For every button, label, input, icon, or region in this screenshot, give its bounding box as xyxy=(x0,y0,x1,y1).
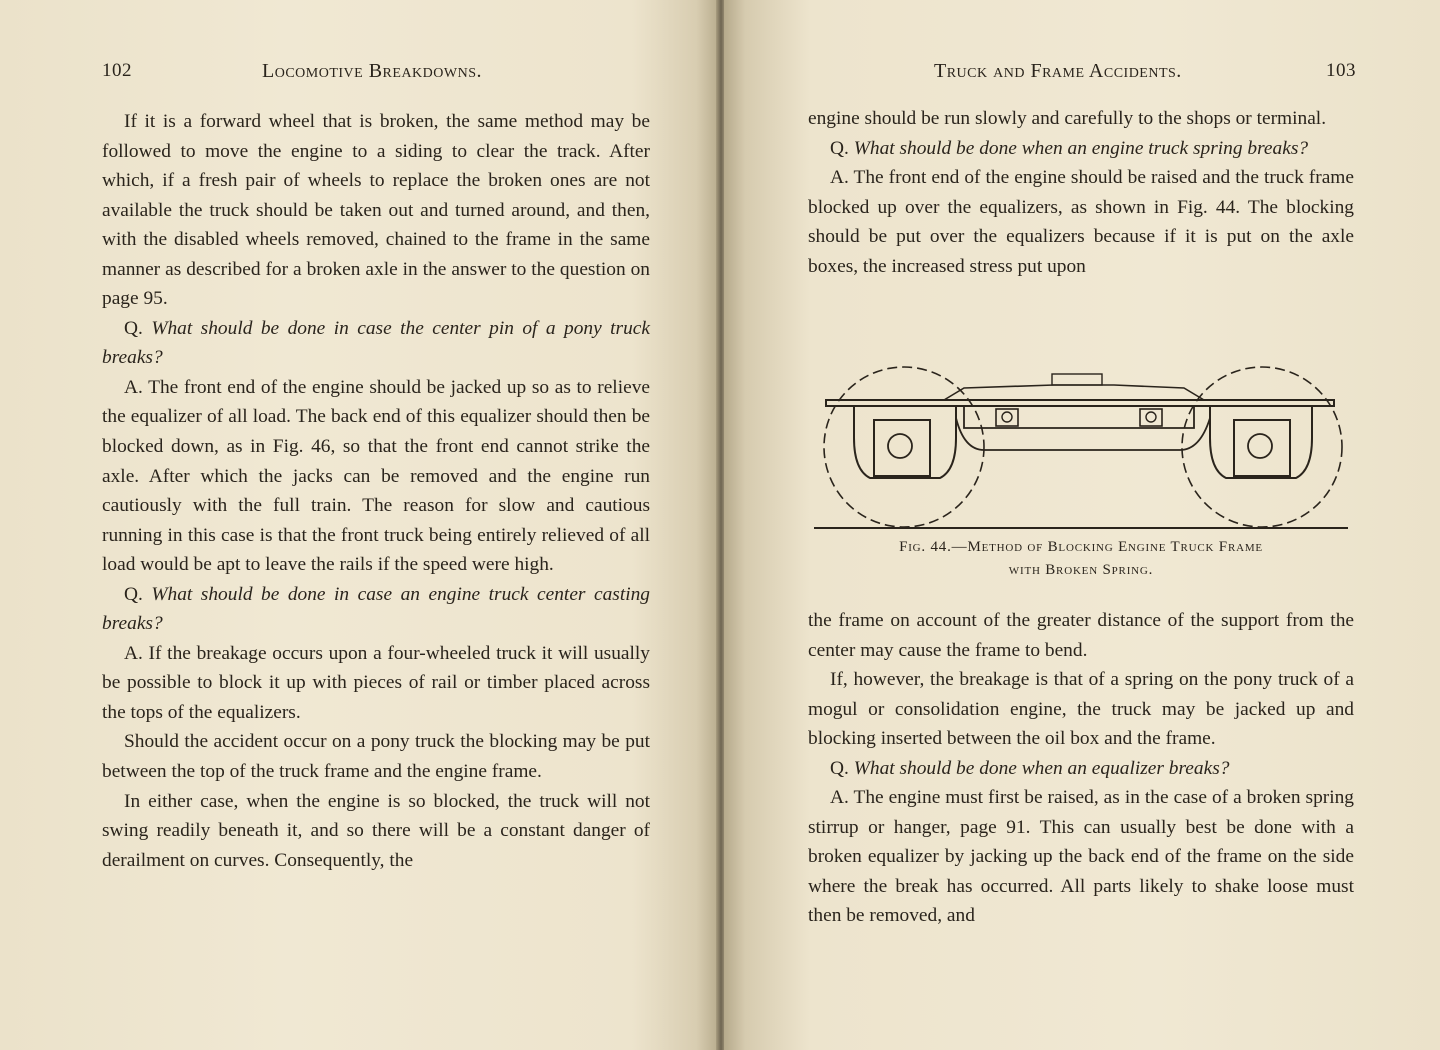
paragraph: In either case, when the engine is so blocked, the truck will not swing readily beneath it, and so there will be a constant danger of derailment on curves. Consequently, the xyxy=(102,790,650,871)
paragraph: the frame on account of the greater distance of the support from the center may cause the frame to bend. xyxy=(808,610,1354,661)
right-body-top xyxy=(808,104,1354,281)
question-2 xyxy=(102,580,650,639)
running-head-right: Truck and Frame Accidents. xyxy=(934,60,1182,82)
question-label: Q. xyxy=(124,317,143,339)
question-label: Q. xyxy=(830,757,849,779)
question-1 xyxy=(102,314,650,373)
left-page xyxy=(0,0,718,1050)
figure-caption-line-1: Fig. 44.—Method of Blocking Engine Truck Frame xyxy=(899,539,1263,555)
answer-1: A. The front end of the engine should be raised and the truck frame blocked up over the equalizers, as shown in Fig. 44. The blocking should be put over the equalizers because if it is put on the axle boxes, the increased stress put upon xyxy=(808,167,1354,277)
left-body xyxy=(102,107,650,875)
paragraph: engine should be run slowly and carefully to the shops or terminal. xyxy=(808,108,1327,129)
question-text: What should be done when an equalizer breaks? xyxy=(853,757,1230,779)
answer-1: A. The front end of the engine should be jacked up so as to relieve the equalizer of all load. The back end of this equalizer should then be blocked down, as in Fig. 46, so that the front end cannot strike the axle. After which the jacks can be removed and the engine run cautiously with the full train. The reason for slow and cautious running in this case is that the front truck being entirely relieved of all load would be apt to leave the rails if the speed were high. xyxy=(102,376,650,576)
question-label: Q. xyxy=(830,137,849,159)
truck-frame-figure xyxy=(814,360,1348,535)
paragraph: Should the accident occur on a pony truck the blocking may be put between the top of the truck frame and the engine frame. xyxy=(102,731,650,783)
figure-caption xyxy=(808,536,1354,582)
top-frame-plate xyxy=(826,400,1334,406)
answer-2: A. The engine must first be raised, as in the case of a broken spring stirrup or hanger, page 91. This can usually best be done with a broken equalizer by jacking up the back end of the frame on the side where the break has occurred. All parts likely to shake loose must then be removed, and xyxy=(808,787,1354,927)
right-body-bottom xyxy=(808,606,1354,931)
question-2 xyxy=(808,754,1354,784)
right-wheel xyxy=(1182,367,1342,527)
question-text: What should be done in case the center pin of a pony truck breaks? xyxy=(102,317,650,369)
paragraph: If, however, the breakage is that of a spring on the pony truck of a mogul or consolidation engine, the truck may be jacked up and blocking inserted between the oil box and the frame. xyxy=(808,669,1354,750)
page-number-right: 103 xyxy=(1326,60,1356,81)
page-number-left: 102 xyxy=(102,60,132,81)
right-axle-box xyxy=(1210,406,1312,478)
question-text: What should be done when an engine truck spring breaks? xyxy=(853,137,1309,159)
question-label: Q. xyxy=(124,583,143,605)
question-text: What should be done in case an engine truck center casting breaks? xyxy=(102,583,650,635)
left-axle-box xyxy=(854,406,956,478)
paragraph: If it is a forward wheel that is broken, the same method may be followed to move the engine to a siding to clear the track. After which, if a fresh pair of wheels to replace the broken ones are not available the truck should be taken out and turned around, and then, with the disabled wheels removed, chained to the frame in the same manner as described for a broken axle in the answer to the question on page 95. xyxy=(102,111,650,310)
answer-2: A. If the breakage occurs upon a four-wheeled truck it will usually be possible to block it up with pieces of rail or timber placed across the tops of the equalizers. xyxy=(102,642,650,723)
question-1 xyxy=(808,134,1354,164)
running-head-left: Locomotive Breakdowns. xyxy=(262,60,482,82)
figure-caption-line-2: with Broken Spring. xyxy=(1008,562,1154,578)
